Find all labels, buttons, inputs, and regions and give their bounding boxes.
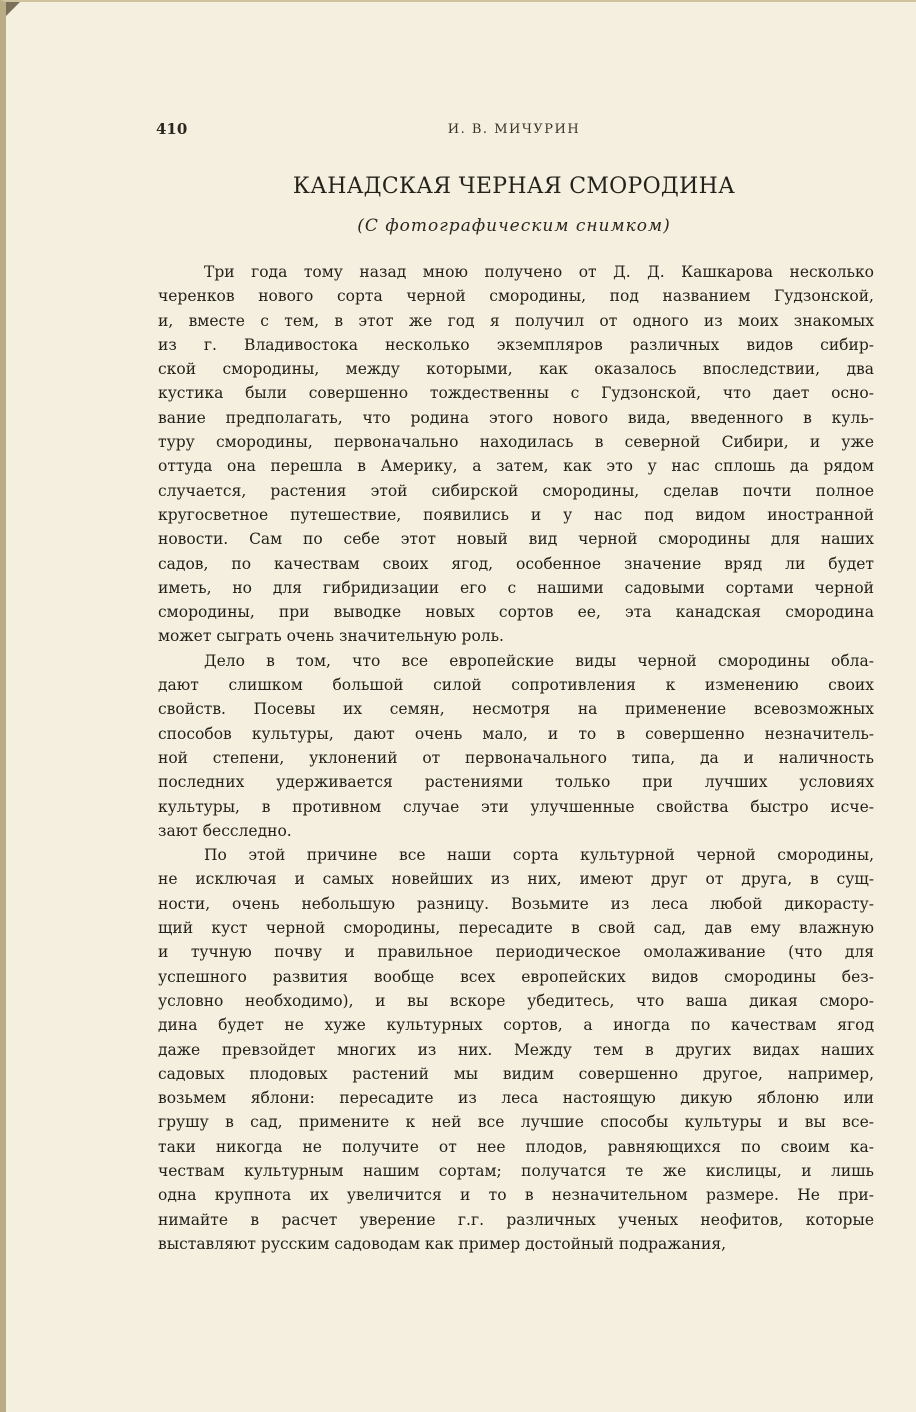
text-line: условно необходимо), и вы вскоре убедитесь, что ваша дикая сморо- xyxy=(158,991,874,1010)
article-subtitle: (С фотографическим снимком) xyxy=(357,216,671,236)
text-line: свойств. Посевы их семян, несмотря на применение всевозможных xyxy=(158,700,874,719)
text-line: По этой причине все наши сорта культурной черной смородины, xyxy=(204,846,874,865)
article-body xyxy=(158,260,874,1256)
text-line: туру смородины, первоначально находилась в северной Сибири, и уже xyxy=(158,433,874,452)
text-line: последних удерживается растениями только при лучших условиях xyxy=(158,773,874,792)
text-line: кустика были совершенно тождественны с Гудзонской, что дает осно- xyxy=(158,384,874,403)
text-line: таки никогда не получите от нее плодов, равняющихся по своим ка- xyxy=(158,1137,874,1156)
text-line: возьмем яблони: пересадите из леса настоящую дикую яблоню или xyxy=(158,1089,874,1108)
article-title: КАНАДСКАЯ ЧЕРНАЯ СМОРОДИНА xyxy=(292,174,736,199)
text-line: иметь, но для гибридизации его с нашими садовыми сортами черной xyxy=(158,578,874,597)
text-line: черенков нового сорта черной смородины, под названием Гудзонской, xyxy=(158,287,874,306)
text-line: из г. Владивостока несколько экземпляров различных видов сибир- xyxy=(158,335,874,354)
text-line: и, вместе с тем, в этот же год я получил от одного из моих знакомых xyxy=(158,311,874,330)
text-line: не исключая и самых новейших из них, имеют друг от друга, в сущ- xyxy=(158,870,874,889)
text-line: чествам культурным нашим сортам; получатся те же кислицы, и лишь xyxy=(158,1161,874,1180)
text-line: ности, очень небольшую разницу. Возьмите из леса любой дикорасту- xyxy=(158,894,874,913)
text-line: садов, по качествам своих ягод, особенное значение вряд ли будет xyxy=(158,554,874,573)
text-line: кругосветное путешествие, появились и у нас под видом иностранной xyxy=(158,505,874,524)
text-line: и тучную почву и правильное периодическое омолаживание (что для xyxy=(158,943,874,962)
text-line: новости. Сам по себе этот новый вид черной смородины для наших xyxy=(158,530,874,549)
text-line: грушу в сад, примените к ней все лучшие способы культуры и вы все- xyxy=(158,1113,874,1132)
text-line: культуры, в противном случае эти улучшенные свойства быстро исче- xyxy=(158,797,874,816)
text-line: успешного развития вообще всех европейских видов смородины без- xyxy=(158,967,874,986)
running-head-author: И. В. МИЧУРИН xyxy=(447,122,581,137)
text-line: ской смородины, между которыми, как оказалось впоследствии, два xyxy=(158,360,874,379)
text-line: способов культуры, дают очень мало, и то в совершенно незначитель- xyxy=(158,724,874,743)
text-line: зают бесследно. xyxy=(158,821,292,840)
text-line: Три года тому назад мною получено от Д. Д. Кашкарова несколько xyxy=(204,263,874,281)
text-line: случается, растения этой сибирской смородины, сделав почти полное xyxy=(158,481,874,500)
text-line: выставляют русским садоводам как пример достойный подражания, xyxy=(158,1234,727,1253)
running-head xyxy=(156,120,872,140)
text-line: вание предполагать, что родина этого нового вида, введенного в куль- xyxy=(158,408,874,427)
text-line: нимайте в расчет уверение г.г. различных ученых неофитов, которые xyxy=(158,1210,874,1229)
text-line: оттуда она перешла в Америку, а затем, как это у нас сплошь да рядом xyxy=(158,457,874,476)
text-line: садовых плодовых растений мы видим совершенно другое, например, xyxy=(158,1064,874,1083)
text-line: ной степени, уклонений от первоначального типа, да и наличность xyxy=(158,748,874,767)
page-corner-mark xyxy=(6,2,20,16)
paragraph xyxy=(158,260,874,649)
text-line: Дело в том, что все европейские виды черной смородины обла- xyxy=(204,651,874,670)
text-line: щий куст черной смородины, пересадите в свой сад, дав ему влажную xyxy=(158,919,874,938)
text-line: даже превзойдет многих из них. Между тем в других видах наших xyxy=(158,1040,874,1059)
text-line: дина будет не хуже культурных сортов, а иногда по качествам ягод xyxy=(158,1016,874,1035)
page-number: 410 xyxy=(156,120,188,138)
paragraph xyxy=(158,843,874,1256)
text-line: дают слишком большой силой сопротивления к изменению своих xyxy=(158,676,874,695)
text-line: смородины, при выводке новых сортов ее, эта канадская смородина xyxy=(158,603,874,622)
text-line: одна крупнота их увеличится и то в незначительном размере. Не при- xyxy=(158,1186,874,1205)
text-line: может сыграть очень значительную роль. xyxy=(158,627,504,646)
paragraph xyxy=(158,649,874,843)
